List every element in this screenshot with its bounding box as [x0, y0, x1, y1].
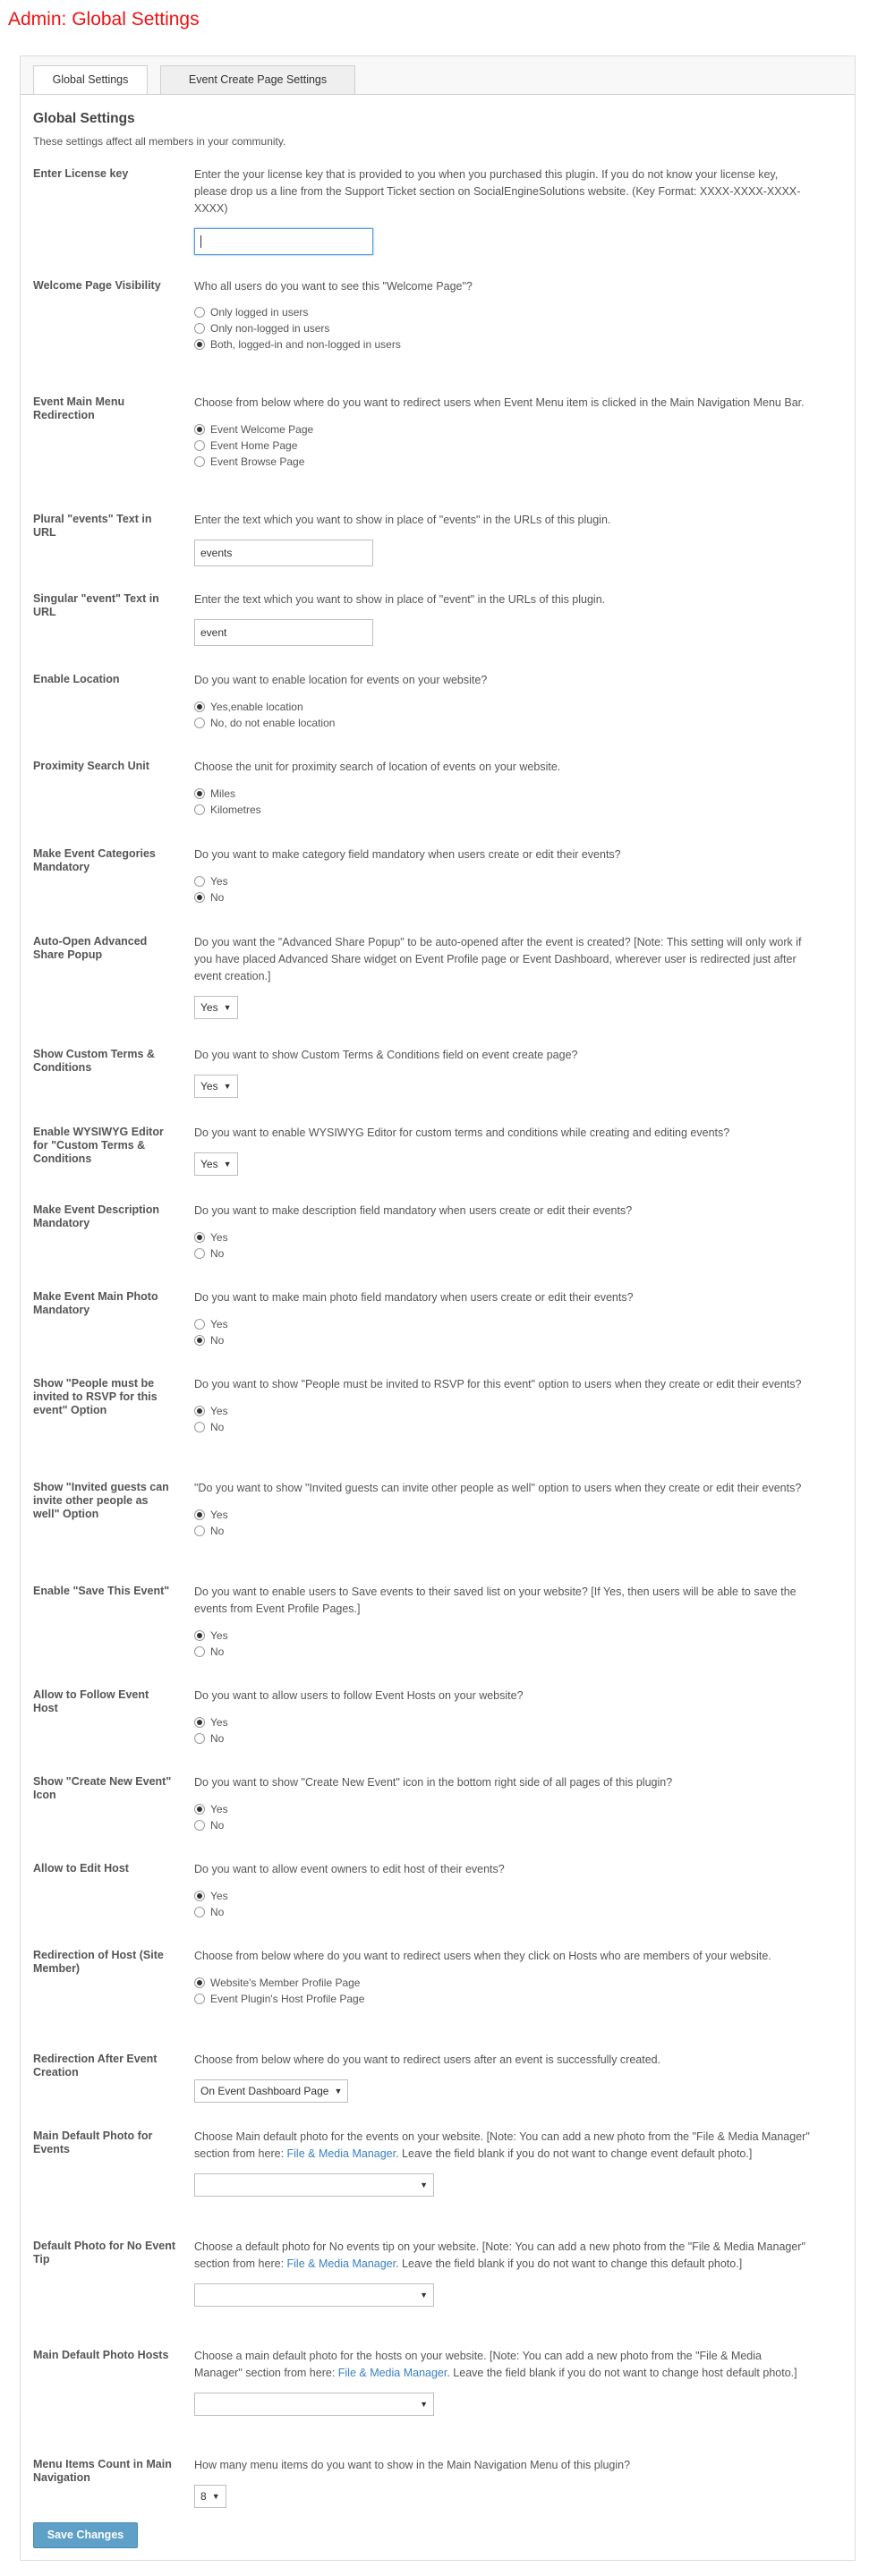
invite-rsvp-radio-group: [194, 1403, 812, 1435]
share-popup-select[interactable]: Yes ▼: [194, 996, 238, 1019]
radio-button-selected[interactable]: [194, 892, 205, 903]
categories-mandatory-control: [194, 846, 812, 905]
wysiwyg-control: [194, 1125, 812, 1176]
share-popup-label: Auto-Open Advanced Share Popup: [33, 935, 148, 961]
caret-down-icon: ▼: [223, 1160, 232, 1169]
after-creation-select[interactable]: On Event Dashboard Page ▼: [194, 2079, 348, 2103]
caret-down-icon: ▼: [420, 2181, 428, 2189]
follow-host-control: [194, 1688, 812, 1747]
radio-button[interactable]: [194, 1646, 205, 1657]
radio-option[interactable]: Yes: [194, 1403, 812, 1419]
radio-option[interactable]: No: [194, 889, 812, 905]
custom-terms-select[interactable]: Yes ▼: [194, 1075, 238, 1098]
settings-panel: [20, 55, 856, 2561]
edit-host-radio-group: [194, 1888, 812, 1920]
no-event-photo-label: Default Photo for No Event Tip: [33, 2240, 176, 2266]
location-radio-group: [194, 699, 812, 731]
radio-button[interactable]: [194, 1248, 205, 1259]
radio-option[interactable]: Only non-logged in users: [194, 320, 812, 336]
no-event-photo-description: Choose a default photo for No events tip on your website. [Note: You can add a new photo from the "File & Media Manager" section from here: File & Media Manager. Leave the field blank if you do not want to change this default photo.]: [194, 2240, 805, 2270]
radio-button[interactable]: [194, 1733, 205, 1744]
caret-down-icon: ▼: [223, 1003, 232, 1012]
follow-host-radio-group: [194, 1714, 812, 1747]
hosts-photo-control: [194, 2348, 812, 2416]
radio-option[interactable]: No: [194, 1332, 812, 1348]
radio-button-selected[interactable]: [194, 1335, 205, 1346]
caret-down-icon: ▼: [334, 2087, 343, 2096]
radio-button[interactable]: [194, 876, 205, 887]
singular-text-description: Enter the text which you want to show in place of "event" in the URLs of this plugin.: [194, 593, 606, 606]
proximity-label: Proximity Search Unit: [33, 760, 149, 772]
welcome-visibility-radio-group: [194, 304, 812, 353]
hosts-photo-description: Choose a main default photo for the hosts on your website. [Note: You can add a new photo from the "File & Media Manager" section from here: File & Media Manager. Leave the field blank if you do not want to change host default photo.]: [194, 2350, 797, 2379]
menu-count-label: Menu Items Count in Main Navigation: [33, 2458, 172, 2484]
radio-option[interactable]: No: [194, 1817, 812, 1833]
radio-option[interactable]: Yes,enable location: [194, 699, 812, 715]
radio-option[interactable]: Event Plugin's Host Profile Page: [194, 1991, 812, 2007]
section-title: Global Settings: [33, 111, 135, 126]
location-description: Do you want to enable location for events on your website?: [194, 674, 488, 686]
radio-option[interactable]: No: [194, 1245, 812, 1262]
radio-option[interactable]: Yes: [194, 1316, 812, 1332]
edit-host-label: Allow to Edit Host: [33, 1862, 129, 1875]
radio-option[interactable]: Yes: [194, 1801, 812, 1817]
radio-option[interactable]: Yes: [194, 1714, 812, 1730]
custom-terms-description: Do you want to show Custom Terms & Conditions field on event create page?: [194, 1049, 578, 1061]
after-creation-label: Redirection After Event Creation: [33, 2053, 158, 2079]
tab-global-settings[interactable]: Global Settings: [33, 65, 148, 95]
plural-text-description: Enter the text which you want to show in place of "events" in the URLs of this plugin.: [194, 514, 611, 526]
desc-mandatory-label: Make Event Description Mandatory: [33, 1203, 160, 1229]
plural-text-control: [194, 512, 812, 566]
after-creation-control: [194, 2052, 812, 2103]
desc-mandatory-description: Do you want to make description field mandatory when users create or edit their events?: [194, 1204, 633, 1217]
radio-option[interactable]: Yes: [194, 1888, 812, 1904]
menu-redirection-radio-group: [194, 421, 812, 470]
radio-button-selected[interactable]: [194, 1232, 205, 1243]
radio-button[interactable]: [194, 804, 205, 815]
radio-option[interactable]: Kilometres: [194, 802, 812, 818]
radio-button-selected[interactable]: [194, 1406, 205, 1416]
main-photo-control: [194, 2129, 812, 2197]
invite-rsvp-label: Show "People must be invited to RSVP for this event" Option: [33, 1377, 158, 1416]
radio-button-selected[interactable]: [194, 1509, 205, 1520]
radio-button[interactable]: [194, 307, 205, 318]
license-description: Enter the your license key that is provided to you when you purchased this plugin. If you do not know your license key, please drop us a line from the Support Ticket section on SocialEngineSolutions website. (Key Format: XXXX-XXXX-XXXX-XXXX): [194, 168, 801, 215]
license-control: [194, 166, 812, 255]
no-event-photo-select[interactable]: [194, 2283, 434, 2307]
radio-option[interactable]: Both, logged-in and non-logged in users: [194, 336, 812, 353]
radio-option[interactable]: Event Browse Page: [194, 454, 812, 470]
radio-button-selected[interactable]: [194, 1630, 205, 1641]
share-popup-description: Do you want the "Advanced Share Popup" to be auto-opened after the event is created? [Note: This setting will only work if you have placed Advanced Share widget on Event Profile page or Event Dashboard, wherever user is redirected just after event creation.]: [194, 936, 802, 982]
caret-down-icon: ▼: [420, 2291, 428, 2300]
categories-mandatory-radio-group: [194, 873, 812, 905]
radio-option[interactable]: Miles: [194, 786, 812, 802]
follow-host-label: Allow to Follow Event Host: [33, 1688, 149, 1714]
caret-down-icon: ▼: [211, 2492, 220, 2501]
location-control: [194, 672, 812, 731]
menu-redirection-label: Event Main Menu Redirection: [33, 395, 125, 421]
radio-option[interactable]: No: [194, 1523, 812, 1539]
welcome-visibility-control: [194, 278, 812, 353]
file-media-manager-link[interactable]: File & Media Manager: [337, 2367, 447, 2379]
hosts-photo-label: Main Default Photo Hosts: [33, 2349, 169, 2361]
main-photo-description: Choose Main default photo for the events on your website. [Note: You can add a new photo from the "File & Media Manager" section from here: File & Media Manager. Leave the field blank if you do not want to change event default photo.]: [194, 2130, 810, 2160]
create-icon-description: Do you want to show "Create New Event" icon in the bottom right side of all pages of this plugin?: [194, 1776, 673, 1789]
menu-count-select[interactable]: 8 ▼: [194, 2485, 226, 2508]
host-redirection-control: [194, 1948, 812, 2007]
wysiwyg-description: Do you want to enable WYSIWYG Editor for custom terms and conditions while creating and editing events?: [194, 1126, 730, 1139]
create-icon-radio-group: [194, 1801, 812, 1833]
menu-count-description: How many menu items do you want to show in the Main Navigation Menu of this plugin?: [194, 2459, 631, 2471]
save-event-label: Enable "Save This Event": [33, 1585, 170, 1597]
radio-button[interactable]: [194, 440, 205, 451]
menu-redirection-control: [194, 395, 812, 470]
menu-redirection-description: Choose from below where do you want to redirect users when Event Menu item is clicked in the Main Navigation Menu Bar.: [194, 396, 805, 409]
create-icon-control: [194, 1774, 812, 1833]
radio-button[interactable]: [194, 1907, 205, 1917]
desc-mandatory-control: [194, 1203, 812, 1262]
save-event-description: Do you want to enable users to Save events to their saved list on your website? [If Yes, then users will be able to save the events from Event Profile Pages.]: [194, 1586, 797, 1615]
caret-down-icon: ▼: [420, 2400, 428, 2409]
radio-option[interactable]: Website's Member Profile Page: [194, 1975, 812, 1991]
guests-invite-control: [194, 1480, 812, 1539]
page-title: Admin: Global Settings: [8, 9, 200, 30]
radio-button[interactable]: [194, 456, 205, 467]
menu-count-control: [194, 2457, 812, 2508]
radio-option[interactable]: No: [194, 1644, 812, 1660]
radio-button-selected[interactable]: [194, 701, 205, 712]
section-description: These settings affect all members in your community.: [33, 135, 286, 148]
welcome-visibility-label: Welcome Page Visibility: [33, 279, 161, 292]
radio-button-selected[interactable]: [194, 1717, 205, 1728]
edit-host-description: Do you want to allow event owners to edit host of their events?: [194, 1863, 505, 1875]
photo-mandatory-label: Make Event Main Photo Mandatory: [33, 1290, 158, 1316]
photo-mandatory-description: Do you want to make main photo field mandatory when users create or edit their events?: [194, 1291, 634, 1304]
radio-option[interactable]: No: [194, 1419, 812, 1435]
radio-button[interactable]: [194, 718, 205, 728]
radio-option[interactable]: Event Welcome Page: [194, 421, 812, 438]
radio-button-selected[interactable]: [194, 1977, 205, 1988]
custom-terms-control: [194, 1047, 812, 1098]
categories-mandatory-label: Make Event Categories Mandatory: [33, 847, 156, 873]
invite-rsvp-control: [194, 1376, 812, 1435]
radio-option[interactable]: No: [194, 1730, 812, 1747]
host-redirection-label: Redirection of Host (Site Member): [33, 1949, 164, 1975]
caret-down-icon: ▼: [223, 1082, 232, 1091]
main-photo-label: Main Default Photo for Events: [33, 2130, 153, 2155]
share-popup-control: [194, 934, 812, 1019]
radio-option[interactable]: Yes: [194, 1229, 812, 1245]
settings-form: [21, 94, 855, 2560]
radio-button-selected[interactable]: [194, 1804, 205, 1815]
radio-option[interactable]: No: [194, 1904, 812, 1920]
radio-button-selected[interactable]: [194, 424, 205, 435]
radio-button[interactable]: [194, 1526, 205, 1536]
wysiwyg-select[interactable]: Yes ▼: [194, 1152, 238, 1176]
edit-host-control: [194, 1861, 812, 1920]
file-media-manager-link[interactable]: File & Media Manager: [286, 2147, 396, 2160]
radio-option[interactable]: No, do not enable location: [194, 715, 812, 731]
radio-button[interactable]: [194, 1994, 205, 2004]
radio-option[interactable]: Yes: [194, 1628, 812, 1644]
invite-rsvp-description: Do you want to show "People must be invited to RSVP for this event" option to users when they create or edit their events?: [194, 1378, 802, 1390]
host-redirection-radio-group: [194, 1975, 812, 2007]
desc-mandatory-radio-group: [194, 1229, 812, 1262]
save-changes-button[interactable]: Save Changes: [33, 2522, 138, 2548]
proximity-control: [194, 759, 812, 818]
singular-text-input[interactable]: event: [194, 619, 373, 646]
welcome-visibility-description: Who all users do you want to see this "Welcome Page"?: [194, 280, 473, 293]
radio-option[interactable]: Event Home Page: [194, 438, 812, 454]
plural-text-label: Plural "events" Text in URL: [33, 513, 152, 539]
create-icon-label: Show "Create New Event" Icon: [33, 1775, 172, 1801]
radio-button[interactable]: [194, 1422, 205, 1433]
wysiwyg-label: Enable WYSIWYG Editor for "Custom Terms & Conditions: [33, 1126, 164, 1165]
guests-invite-description: "Do you want to show "Invited guests can invite other people as well" option to users when they create or edit their events?: [194, 1482, 802, 1494]
radio-button-selected[interactable]: [194, 788, 205, 799]
radio-option[interactable]: Yes: [194, 873, 812, 889]
after-creation-description: Choose from below where do you want to redirect users after an event is successfully created.: [194, 2053, 661, 2066]
radio-option[interactable]: Yes: [194, 1507, 812, 1523]
photo-mandatory-control: [194, 1289, 812, 1348]
license-key-input[interactable]: [194, 228, 373, 255]
radio-option[interactable]: Only logged in users: [194, 304, 812, 320]
radio-button-selected[interactable]: [194, 1891, 205, 1901]
text-caret: [200, 235, 201, 248]
radio-button[interactable]: [194, 1319, 205, 1330]
radio-button[interactable]: [194, 323, 205, 334]
tab-event-create-page-settings[interactable]: Event Create Page Settings: [160, 65, 355, 94]
host-redirection-description: Choose from below where do you want to redirect users when they click on Hosts who are members of your website.: [194, 1950, 771, 1962]
hosts-photo-select[interactable]: [194, 2393, 434, 2416]
guests-invite-radio-group: [194, 1507, 812, 1539]
location-label: Enable Location: [33, 673, 120, 685]
follow-host-description: Do you want to allow users to follow Event Hosts on your website?: [194, 1689, 524, 1702]
proximity-radio-group: [194, 786, 812, 818]
custom-terms-label: Show Custom Terms & Conditions: [33, 1048, 155, 1074]
categories-mandatory-description: Do you want to make category field mandatory when users create or edit their events?: [194, 848, 621, 861]
singular-text-label: Singular "event" Text in URL: [33, 592, 159, 618]
photo-mandatory-radio-group: [194, 1316, 812, 1348]
license-label: Enter License key: [33, 167, 129, 180]
no-event-photo-control: [194, 2239, 812, 2307]
main-photo-select[interactable]: [194, 2173, 434, 2197]
radio-button-selected[interactable]: [194, 339, 205, 350]
save-event-control: [194, 1584, 812, 1660]
radio-button[interactable]: [194, 1820, 205, 1831]
singular-text-control: [194, 591, 812, 646]
proximity-description: Choose the unit for proximity search of location of events on your website.: [194, 761, 561, 773]
save-event-radio-group: [194, 1628, 812, 1660]
plural-text-input[interactable]: events: [194, 540, 373, 566]
file-media-manager-link[interactable]: File & Media Manager: [286, 2257, 396, 2270]
guests-invite-label: Show "Invited guests can invite other people as well" Option: [33, 1481, 169, 1520]
